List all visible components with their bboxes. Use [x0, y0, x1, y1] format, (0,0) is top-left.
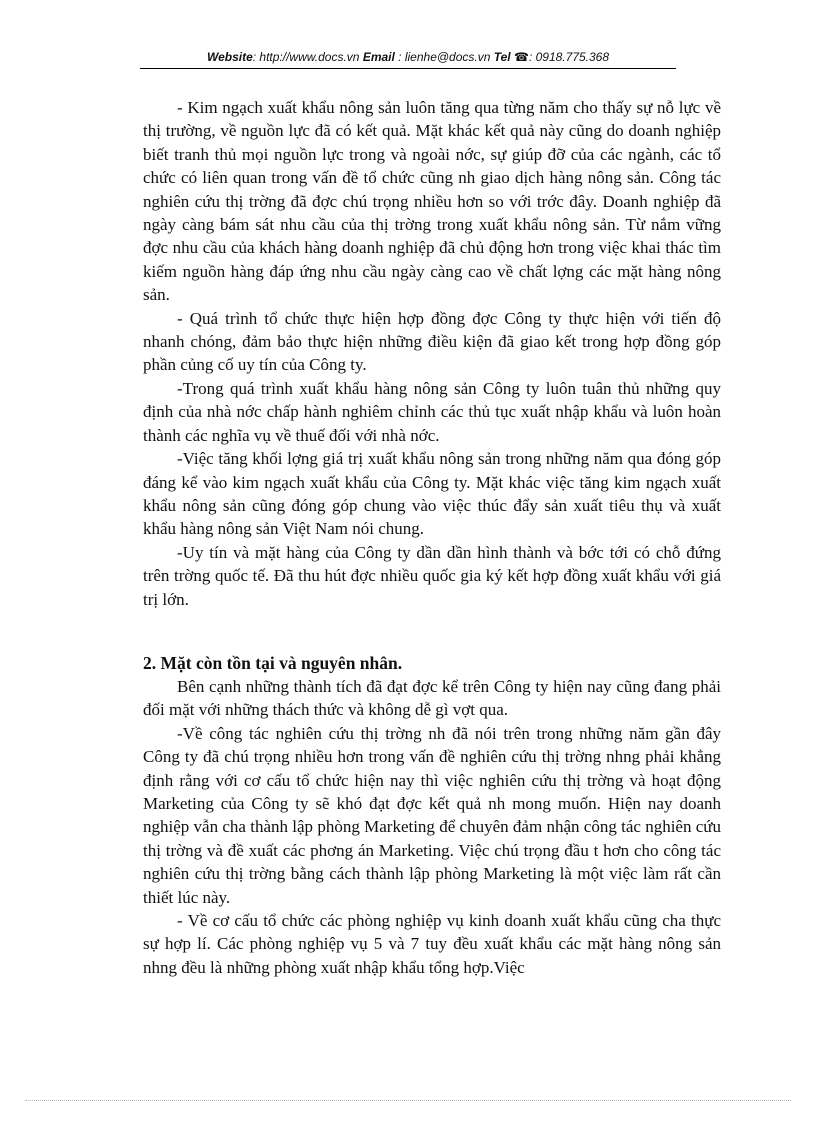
tel-label: Tel	[493, 50, 511, 64]
section-heading: 2. Mặt còn tồn tại và nguyên nhân.	[143, 652, 403, 673]
website-label: Website	[206, 50, 253, 64]
paragraph: - Kim ngạch xuất khẩu nông sản luôn tăng qua từng năm cho thấy sự nỗ lực về thị trường, về nguồn lực đã có kết quả. Mặt khác kết quả này cũng do doanh nghiệp biết tranh thủ mọi nguồn lực trong và ngoài nớc, sự giúp đỡ của các ngành, các tổ chức có liên quan trong vấn đề tổ chức cũng nh giao dịch hàng nông sản. Công tác nghiên cứu thị trờng đã đợc chú trọng nhiều hơn so với trớc đây. Doanh nghiệp đã ngày càng bám sát nhu cầu của thị trờng trong xuất khẩu nông sản. Từ nắm vững đợc nhu cầu của khách hàng doanh nghiệp đã chủ động hơn trong việc khai thác tìm kiếm nguồn hàng đáp ứng nhu cầu ngày càng cao về chất lợng các mặt hàng nông sản.	[143, 98, 721, 305]
phone-icon: ☎	[514, 50, 529, 64]
paragraph: -Về công tác nghiên cứu thị trờng nh đã nói trên trong những năm gần đây Công ty đã chú trọng nhiều hơn trong vấn đề nghiên cứu thị trờng nhng phải khẳng định rằng với cơ cấu tổ chức hiện nay thì việc nghiên cứu thị trờng và hoạt động Marketing của Công ty sẽ khó đạt đợc kết quả nh mong muốn. Hiện nay doanh nghiệp vẫn cha thành lập phòng Marketing để chuyên đảm nhận công tác nghiên cứu thị trờng và đề xuất các phơng án Marketing. Việc chú trọng đầu t hơn cho công tác nghiên cứu thị trờng bằng cách thành lập phòng Marketing là một việc làm rất cần thiết lúc này.	[143, 723, 721, 907]
footer-divider	[25, 1100, 791, 1101]
paragraph: -Việc tăng khối lợng giá trị xuất khẩu nông sản trong những năm qua đóng góp đáng kể vào kim ngạch xuất khẩu của Công ty. Mặt khác việc tăng kim ngạch xuất khẩu nông sản cũng đóng góp chung vào việc thúc đẩy sản xuất tiêu thụ và xuất khẩu hàng nông sản Việt Nam nói chung.	[143, 449, 721, 539]
website-value: : http://www.docs.vn	[252, 50, 360, 64]
header-contact-line	[140, 50, 676, 64]
document-body	[143, 96, 721, 979]
paragraph: Bên cạnh những thành tích đã đạt đợc kể trên Công ty hiện nay cũng đang phải đối mặt với những thách thức và không dễ gì vợt qua.	[143, 676, 721, 720]
paragraph: - Về cơ cấu tổ chức các phòng nghiệp vụ kinh doanh xuất khẩu cũng cha thực sự hợp lí. Các phòng nghiệp vụ 5 và 7 tuy đều xuất khẩu các mặt hàng nông sản nhng đều là những phòng xuất nhập khẩu tổng hợp.Việc	[143, 911, 721, 977]
paragraph: -Uy tín và mặt hàng của Công ty dần dần hình thành và bớc tới có chỗ đứng trên trờng quốc tế. Đã thu hút đợc nhiều quốc gia ký kết hợp đồng xuất khẩu với giá trị lớn.	[143, 542, 721, 609]
paragraph: - Quá trình tổ chức thực hiện hợp đồng đợc Công ty thực hiện với tiến độ nhanh chóng, đảm bảo thực hiện những điều kiện đã giao kết trong hợp đồng góp phần củng cố uy tín của Công ty.	[143, 308, 721, 375]
tel-value: : 0918.775.368	[528, 50, 610, 64]
header-divider	[140, 68, 676, 69]
email-label: Email	[362, 50, 395, 64]
paragraph: -Trong quá trình xuất khẩu hàng nông sản Công ty luôn tuân thủ những quy định của nhà nớc chấp hành nghiêm chỉnh các thủ tục xuất nhập khẩu và luôn hoàn thành các nghĩa vụ về thuế đối với nhà nớc.	[143, 378, 721, 445]
email-value: : lienhe@docs.vn	[398, 50, 491, 64]
page-header	[0, 40, 816, 70]
